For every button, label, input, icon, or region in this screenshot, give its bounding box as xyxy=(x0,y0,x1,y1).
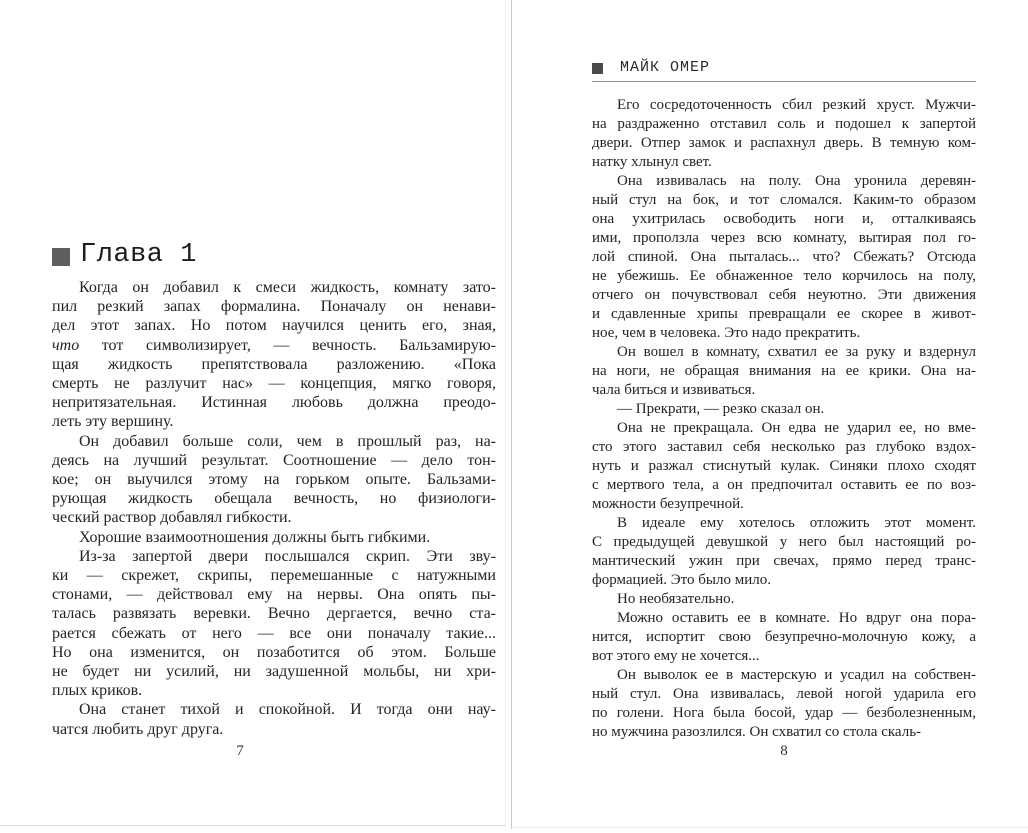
text-line: нится, испортит свою безупречно-молочную кожу, а xyxy=(592,629,976,645)
text-line: вот этого ему не хочется... xyxy=(592,648,760,664)
text-line: Она станет тихой и спокойной. И тогда они нау- xyxy=(79,701,496,719)
text-line: Его сосредоточенность сбил резкий хруст. Мужчи- xyxy=(617,97,976,113)
text-line: — Прекрати, — резко сказал он. xyxy=(617,401,825,417)
text-line: ный стул на бок, и тот сломался. Каким-то образом xyxy=(592,192,976,208)
text-line: формацией. Это было мило. xyxy=(592,572,771,588)
header-marker-square-icon xyxy=(592,63,603,74)
text-line: ное, чем в человека. Это надо прекратить. xyxy=(592,325,861,341)
text-line: плых криков. xyxy=(52,682,143,700)
chapter-title: Глава 1 xyxy=(80,240,197,270)
text-line: можности безупречной. xyxy=(592,496,744,512)
text-line: пил резкий запах формалина. Поначалу он ненави- xyxy=(52,298,496,316)
text-line: рующая жидкость обещала вечность, но физиологи- xyxy=(52,490,496,508)
text-line: Но необязательно. xyxy=(617,591,735,607)
text-line: не будет ни усилий, ни задушенной мольбы, ни хри- xyxy=(52,663,496,681)
text-line: Когда он добавил к смеси жидкость, комнату зато- xyxy=(79,279,496,296)
text-line: лой спиной. Она пыталась... что? Сбежать? Отсюда xyxy=(592,249,976,265)
text-line: что тот символизирует, — вечность. Бальзамирую- xyxy=(52,336,496,354)
chapter-marker-square-icon xyxy=(52,248,70,266)
text-line: Он выволок ее в мастерскую и усадил на собствен- xyxy=(617,667,976,683)
text-line: она ухитрилась освободить ноги и, отталкиваясь xyxy=(592,211,976,227)
text-line: но мужчина разозлился. Он схватил со стола скаль- xyxy=(592,724,922,740)
text-line: нуть и разжал стиснутый кулак. Синяки плохо сходят xyxy=(592,458,976,474)
text-line: дел этот запах. Но потом научился ценить его, зная, xyxy=(52,317,496,335)
text-line: Она извивалась на полу. Она уронила деревян- xyxy=(617,173,976,189)
text-line: ческий раствор добавлял гибкости. xyxy=(52,509,292,527)
text-line: Он вошел в комнату, схватил ее за руку и вздернул xyxy=(617,344,976,360)
text-line: на ноги, не обращая внимания на ее крики. Она на- xyxy=(592,363,976,379)
text-line: ный стул. Она извивалась, левой ногой ударила его xyxy=(592,686,976,702)
text-line: С предыдущей девушкой у него был настоящий ро- xyxy=(592,534,976,550)
text-line: чала биться и извиваться. xyxy=(592,382,756,398)
text-line: стонами, — действовал ему на нервы. Она опять пы- xyxy=(52,586,496,604)
text-line: по голени. Нога была босой, удар — безболезненным, xyxy=(592,705,976,721)
text-line: сто этого заставил себя несколько раз глубоко вздох- xyxy=(592,439,976,455)
running-header xyxy=(592,59,710,76)
text-line: рается сбежать от него — все они поначалу такие... xyxy=(52,624,496,642)
right-page-text xyxy=(592,96,976,742)
text-line: Она не прекращала. Он едва не ударил ее, но вме- xyxy=(617,420,976,436)
page-right xyxy=(512,0,1028,828)
running-header-title: МАЙК ОМЕР xyxy=(620,59,711,76)
text-line: Но она изменится, он позаботится об этом. Больше xyxy=(52,643,496,661)
text-line: В идеале ему хотелось отложить этот момент. xyxy=(617,515,976,531)
text-line: смерть не разлучит нас» — концепция, мягко говоря, xyxy=(52,375,496,393)
text-line: Из-за запертой двери послышался скрип. Эти зву- xyxy=(79,547,496,565)
left-page-text xyxy=(52,278,496,739)
chapter-heading xyxy=(52,240,197,270)
text-line: талась развязать веревки. Вечно дергается, вечно ста- xyxy=(52,605,496,623)
text-line: с мертвого тела, а он предпочитал оставить ее по воз- xyxy=(592,477,976,493)
text-line: ими, проползла через всю комнату, вытирая пол го- xyxy=(592,230,976,246)
text-line: чатся любить друг друга. xyxy=(52,720,224,738)
text-line: деясь на лучший результат. Соотношение — дело тон- xyxy=(52,451,496,469)
page-left xyxy=(0,0,506,826)
page-number-right: 8 xyxy=(780,743,788,759)
text-line: Хорошие взаимоотношения должны быть гибкими. xyxy=(79,528,431,546)
text-line: Можно оставить ее в комнате. Но вдруг она пора- xyxy=(617,610,976,626)
page-number-left: 7 xyxy=(236,743,244,759)
text-line: Он добавил больше соли, чем в прошлый раз, на- xyxy=(79,432,496,450)
text-line: непритязательная. Истинная любовь должна преодо- xyxy=(52,394,496,412)
text-line: ки — скрежет, скрипы, перемешанные с натужными xyxy=(52,567,496,585)
text-line: не убежишь. Ее обнаженное тело корчилось на полу, xyxy=(592,268,976,284)
text-line: двери. Отпер замок и распахнул дверь. В темную ком- xyxy=(592,135,976,151)
text-line: леть эту вершину. xyxy=(52,413,174,431)
text-line: щая жидкость препятствовала разложению. «Пока xyxy=(52,355,496,373)
header-rule xyxy=(592,81,976,82)
text-line: и сдавленные хрипы превращали ее скорее в живот- xyxy=(592,306,976,322)
text-line: на раздраженно отставил соль и подошел к запертой xyxy=(592,116,976,132)
text-line: мантический ужин при свечах, прямо перед транс- xyxy=(592,553,976,569)
text-line: кое; он выучился этому на горьком опыте. Бальзами- xyxy=(52,471,496,489)
text-line: натку хлынул свет. xyxy=(592,154,712,170)
text-line: отчего он почувствовал себя неуютно. Эти движения xyxy=(592,287,976,303)
